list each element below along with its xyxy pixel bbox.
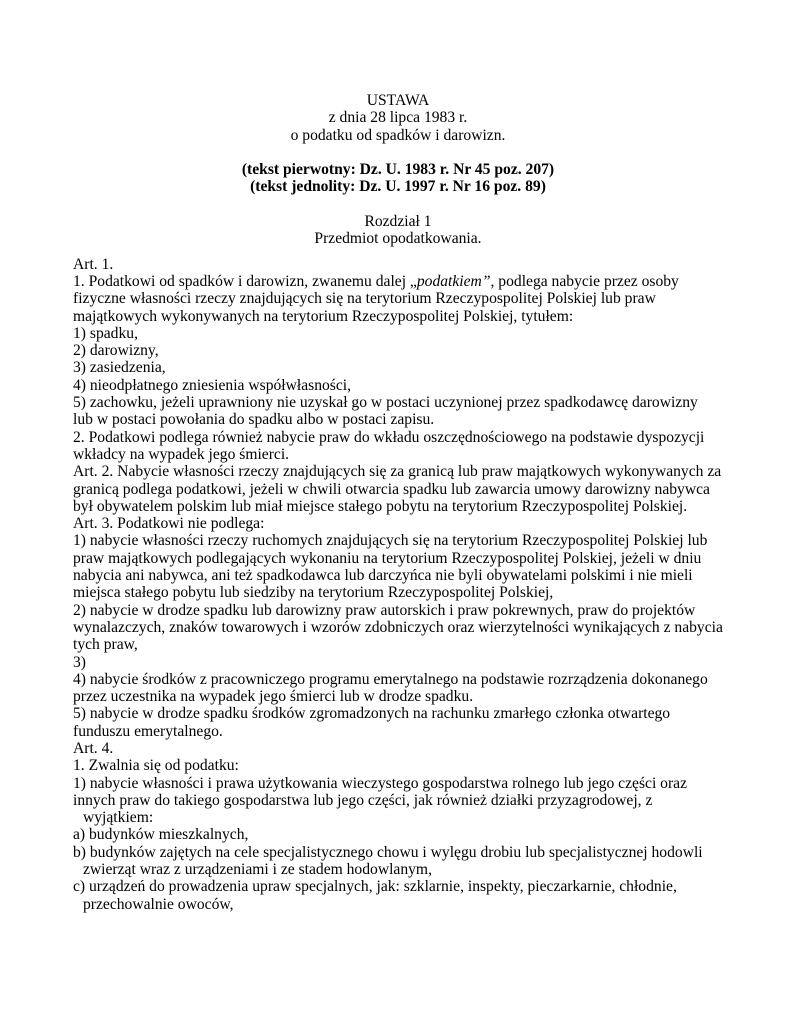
art2-line: granicą podlega podatkowi, jeżeli w chwili otwarcia spadku lub zawarcia umowy darowizny nabywca: [73, 480, 710, 498]
document-page: [73, 92, 723, 913]
art1-paragraph1: 1. Podatkowi od spadków i darowizn, zwanemu dalej „podatkiem”, podlega nabycie przez osoby: [73, 272, 679, 290]
art3-heading: Art. 3. Podatkowi nie podlega:: [73, 515, 265, 533]
art2-line: był obywatelem polskim lub miał miejsce stałego pobytu na terytorium Rzeczypospolitej Polskiej.: [73, 497, 688, 515]
art1-paragraph1-line: majątkowych wykonywanych na terytorium Rzeczypospolitej Polskiej, tytułem:: [73, 307, 574, 325]
list-item-continuation: funduszu emerytalnego.: [73, 722, 223, 740]
list-item-continuation: przez uczestnika na wypadek jego śmierci lub w drodze spadku.: [73, 688, 474, 706]
list-item: 1) spadku,: [73, 324, 138, 342]
list-item-continuation: miejsca stałego pobytu lub siedziby na terytorium Rzeczypospolitej Polskiej,: [73, 584, 554, 602]
sub-item: a) budynków mieszkalnych,: [73, 826, 249, 844]
list-item: 4) nabycie środków z pracowniczego programu emerytalnego na podstawie rozrządzenia dokonanego: [73, 670, 708, 688]
art4-paragraph1: 1. Zwalnia się od podatku:: [73, 757, 239, 775]
list-item-continuation: lub w postaci powołania do spadku albo w postaci zapisu.: [73, 411, 435, 429]
list-item: 2) nabycie w drodze spadku lub darowizny praw autorskich i praw pokrewnych, praw do projektów: [73, 601, 696, 619]
defined-term: podatkiem”: [416, 272, 491, 290]
list-item-continuation: nabycia ani nabywca, ani też spadkodawca lub darczyńca nie byli obywatelami polskimi i nie mieli: [73, 567, 693, 585]
sub-item-continuation: przechowalnie owoców,: [83, 895, 234, 913]
list-item: 1) nabycie własności rzeczy ruchomych znajdujących się na terytorium Rzeczypospolitej Polskiej lub: [73, 532, 708, 550]
sub-item-continuation: zwierząt wraz z urządzeniami i ze stadem hodowlanym,: [83, 861, 432, 879]
list-item: 5) nabycie w drodze spadku środków zgromadzonych na rachunku zmarłego członka otwartego: [73, 705, 671, 723]
sub-item: c) urządzeń do prowadzenia upraw specjalnych, jak: szklarnie, inspekty, pieczarkarnie, chłodnie,: [73, 878, 677, 896]
art2-line: Art. 2. Nabycie własności rzeczy znajdujących się za granicą lub praw majątkowych wykonywanych za: [73, 463, 722, 481]
document-title: USTAWA: [366, 92, 430, 109]
list-item-continuation: praw majątkowych podlegających wykonaniu na terytorium Rzeczypospolitej Polskiej, jeżeli w dniu: [73, 549, 702, 567]
list-item: 5) zachowku, jeżeli uprawniony nie uzyskał go w postaci uczynionej przez spadkodawcę darowizny: [73, 394, 698, 412]
original-text-reference: (tekst pierwotny: Dz. U. 1983 r. Nr 45 poz. 207): [241, 161, 555, 179]
document-date: z dnia 28 lipca 1983 r.: [328, 109, 468, 127]
art1-paragraph1-line: fizyczne własności rzeczy znajdujących się na terytorium Rzeczypospolitej Polskiej lub praw: [73, 290, 656, 308]
list-item: 3): [73, 653, 86, 671]
art1-heading: Art. 1.: [73, 255, 114, 273]
list-item: 1) nabycie własności i prawa użytkowania wieczystego gospodarstwa rolnego lub jego części oraz: [73, 774, 688, 792]
list-item: 4) nieodpłatnego zniesienia współwłasności,: [73, 376, 352, 394]
art1-paragraph2: 2. Podatkowi podlega również nabycie praw do wkładu oszczędnościowego na podstawie dyspozycji: [73, 428, 705, 446]
consolidated-text-reference: (tekst jednolity: Dz. U. 1997 r. Nr 16 poz. 89): [250, 178, 546, 196]
list-item-continuation: innych praw do takiego gospodarstwa lub jego części, jak również działki przyzagrodowej, z: [73, 791, 653, 809]
chapter-number: Rozdział 1: [364, 213, 432, 231]
sub-item: b) budynków zajętych na cele specjalistycznego chowu i wylęgu drobiu lub specjalistycznej hodowli: [73, 843, 703, 861]
list-item-continuation: wynalazczych, znaków towarowych i wzorów zdobniczych oraz wierzytelności wynikających z nabycia: [73, 618, 723, 636]
chapter-title: Przedmiot opodatkowania.: [314, 230, 482, 248]
document-subject: o podatku od spadków i darowizn.: [290, 126, 506, 144]
list-item: 3) zasiedzenia,: [73, 359, 166, 377]
list-item: 2) darowizny,: [73, 342, 159, 360]
list-item-continuation: tych praw,: [73, 636, 138, 654]
list-item-continuation: wyjątkiem:: [83, 809, 154, 827]
art1-paragraph2-line: wkładcy na wypadek jego śmierci.: [73, 445, 290, 463]
art4-heading: Art. 4.: [73, 739, 114, 757]
